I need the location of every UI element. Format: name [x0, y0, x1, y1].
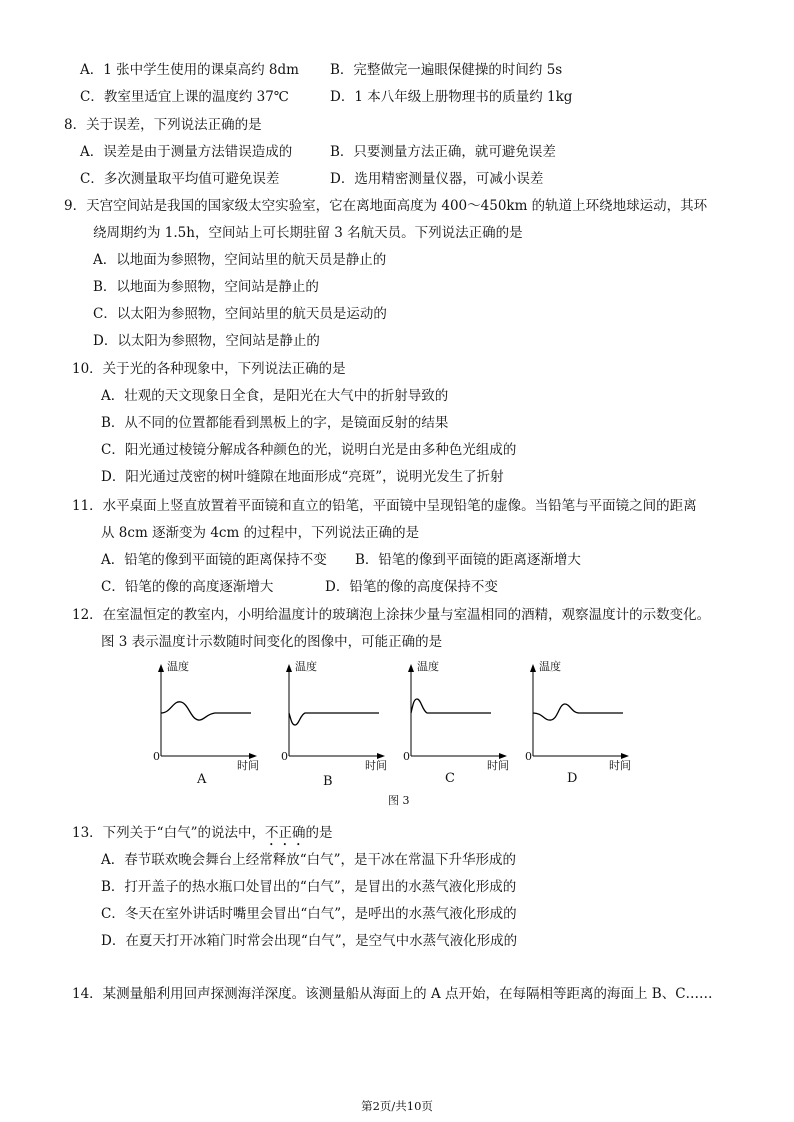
- graph-c-letter: C: [445, 771, 455, 786]
- q11-stem-line1: 11．水平桌面上竖直放置着平面镜和直立的铅笔，平面镜中呈现铅笔的虚像。当铅笔与平面镜之间的距离: [72, 498, 697, 514]
- q10-option-a: A．壮观的天文现象日全食，是阳光在大气中的折射导致的: [101, 388, 449, 404]
- q10-option-b: B．从不同的位置都能看到黑板上的字，是镜面反射的结果: [101, 415, 449, 431]
- q7-option-d: D．1 本八年级上册物理书的质量约 1kg: [330, 89, 573, 105]
- q7-option-c: C．教室里适宜上课的温度约 37℃: [80, 89, 289, 105]
- q7-option-b: B．完整做完一遍眼保健操的时间约 5s: [330, 62, 563, 78]
- graph-c-x-label: 时间: [487, 759, 509, 772]
- graph-d-letter: D: [567, 771, 578, 786]
- q8-option-b: B．只要测量方法正确，就可避免误差: [330, 144, 556, 160]
- q8-option-a: A．误差是由于测量方法错误造成的: [80, 144, 293, 160]
- graph-a-origin: 0: [153, 750, 160, 763]
- q10-stem: 10．关于光的各种现象中，下列说法正确的是: [72, 361, 346, 377]
- graph-c-origin: 0: [403, 750, 410, 763]
- graph-a-x-label: 时间: [237, 759, 259, 772]
- q11-option-d: D．铅笔的像的高度保持不变: [325, 579, 498, 595]
- q9-option-c: C．以太阳为参照物，空间站里的航天员是运动的: [93, 306, 387, 322]
- graph-b-x-label: 时间: [365, 759, 387, 772]
- graph-b-origin: 0: [281, 750, 288, 763]
- q9-stem-line2: 绕周期约为 1.5h，空间站上可长期驻留 3 名航天员。下列说法正确的是: [93, 225, 523, 241]
- q13-stem-emphasis: 不正确: [264, 825, 306, 841]
- q11-option-c: C．铅笔的像的高度逐渐增大: [101, 579, 274, 595]
- q8-stem: 8．关于误差，下列说法正确的是: [64, 117, 262, 133]
- q11-stem-line2: 从 8cm 逐渐变为 4cm 的过程中，下列说法正确的是: [101, 525, 420, 541]
- figure-caption: 图 3: [388, 794, 410, 807]
- graph-c: [395, 652, 525, 786]
- graph-b-y-label: 温度: [295, 660, 317, 673]
- q13-stem: [72, 824, 332, 849]
- q11-option-a: A．铅笔的像到平面镜的距离保持不变: [101, 552, 327, 568]
- q9-option-d: D．以太阳为参照物，空间站是静止的: [93, 333, 320, 349]
- graph-a-letter: A: [197, 772, 207, 787]
- graph-d: [517, 652, 647, 786]
- graph-c-y-label: 温度: [417, 660, 439, 673]
- q12-stem-line1: 12．在室温恒定的教室内，小明给温度计的玻璃泡上涂抹少量与室温相同的酒精，观察温度计的示数变化。: [72, 607, 711, 623]
- graph-b: [273, 652, 403, 789]
- graph-d-x-label: 时间: [609, 759, 631, 772]
- graph-d-y-label: 温度: [539, 660, 561, 673]
- q9-option-b: B．以地面为参照物，空间站是静止的: [93, 279, 319, 295]
- q10-option-d: D．阳光通过茂密的树叶缝隙在地面形成“亮斑”，说明光发生了折射: [101, 469, 504, 485]
- graph-a-y-label: 温度: [167, 660, 189, 673]
- graph-a: [145, 652, 275, 787]
- q9-stem-line1: 9．天宫空间站是我国的国家级太空实验室，它在离地面高度为 400～450km 的轨道上环绕地球运动，其环: [64, 198, 708, 214]
- q9-option-a: A．以地面为参照物，空间站里的航天员是静止的: [93, 252, 387, 268]
- page-footer: 第2页/共10页: [361, 1099, 433, 1113]
- q13-option-c: C．冬天在室外讲话时嘴里会冒出“白气”，是呼出的水蒸气液化形成的: [101, 906, 517, 922]
- q13-option-b: B．打开盖子的热水瓶口处冒出的“白气”，是冒出的水蒸气液化形成的: [101, 879, 517, 895]
- q8-option-c: C．多次测量取平均值可避免误差: [80, 171, 280, 187]
- graph-d-origin: 0: [525, 750, 532, 763]
- q13-option-a: A．春节联欢晚会舞台上经常释放“白气”，是干冰在常温下升华形成的: [101, 852, 517, 868]
- q7-option-a: A．1 张中学生使用的课桌高约 8dm: [80, 62, 299, 78]
- q10-option-c: C．阳光通过棱镜分解成各种颜色的光，说明白光是由多种色光组成的: [101, 442, 517, 458]
- q8-option-d: D．选用精密测量仪器，可减小误差: [330, 171, 544, 187]
- q14-stem: 14．某测量船利用回声探测海洋深度。该测量船从海面上的 A 点开始，在每隔相等距离的海面上 B、C……: [72, 986, 713, 1002]
- q12-stem-line2: 图 3 表示温度计示数随时间变化的图像中，可能正确的是: [101, 634, 443, 650]
- q11-option-b: B．铅笔的像到平面镜的距离逐渐增大: [355, 552, 581, 568]
- q13-stem-pre: 13．下列关于“白气”的说法中，: [72, 825, 265, 841]
- q13-stem-post: 的是: [305, 825, 333, 841]
- graph-b-letter: B: [323, 774, 333, 789]
- q13-option-d: D．在夏天打开冰箱门时常会出现“白气”，是空气中水蒸气液化形成的: [101, 933, 518, 949]
